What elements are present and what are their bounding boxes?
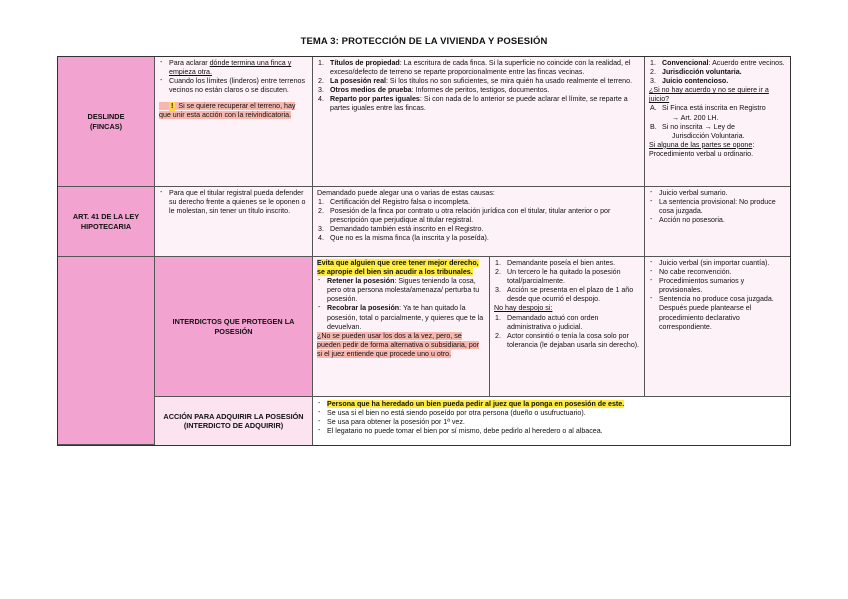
list-item: B. Si no inscrita → Ley de Jurisdicción Voluntaria. <box>650 122 745 140</box>
art41-causes <box>313 187 645 257</box>
interdictos-procedure <box>645 257 790 397</box>
deslinde-sublabel: (FINCAS) <box>89 121 123 131</box>
art41-purpose <box>155 187 313 257</box>
list-item: - Sentencia no produce cosa juzgada. Después puede plantearse el procedimiento declarativo correspondiente. <box>649 295 786 331</box>
list-item: A. Si Finca está inscrita en Registro → Art. 200 LH. <box>650 104 766 122</box>
list-item: - Recobrar la posesión: Ya te han quitado la posesión, total o parcialmente, y quieres que te la devuelvan. <box>317 304 485 331</box>
interdictos-label: INTERDICTOS QUE PROTEGEN LA POSESIÓN <box>172 317 295 336</box>
list-item: - Persona que ha heredado un bien pueda pedir al juez que la ponga en posesión de este. <box>317 400 786 409</box>
interdictos-types <box>313 257 490 397</box>
list-item: 4. Que no es la misma finca (la inscrita y la poseída). <box>318 234 489 243</box>
list-item: - Juicio verbal sumario. <box>649 189 786 198</box>
alternative-note: ¿No se pueden usar los dos a la vez, pero, se pueden pedir de forma alternativa o subsidiaria, por si el juez entiende que procede uno u otro. <box>317 331 480 358</box>
list-item: 2. Posesión de la finca por contrato u otra relación jurídica con el titular, titular anterior o por prescripción que perjudique al titular registral. <box>318 207 611 225</box>
row-label-interdictos <box>155 257 313 397</box>
no-despojo-heading: No hay despojo si: <box>494 304 553 313</box>
list-item: 3. Demandado también está inscrito en el Registro. <box>318 225 484 234</box>
underlined-text: dónde termina una finca y empieza otra. <box>169 59 292 77</box>
opposition-note: Si alguna de las partes se opone: Procedimiento verbal u ordinario. <box>649 140 755 158</box>
list-item: - Cuando los límites (linderos) entre terrenos vecinos no están claros o se discuten. <box>159 77 308 95</box>
list-item: 3. Juicio contencioso. <box>650 77 729 86</box>
causes-intro: Demandado puede alegar una o varias de estas causas: <box>317 189 495 197</box>
warning-note <box>159 102 308 120</box>
list-item: - Procedimientos sumarios y provisionales. <box>649 277 786 295</box>
list-item: 2. Actor consintió o tenía la cosa solo por tolerancia (le dejaban usarla sin derecho). <box>495 331 640 349</box>
art41-procedure <box>645 187 790 257</box>
list-item: - Retener la posesión: Sigues teniendo la cosa, pero otra persona molesta/amenaza/ perturba tu posesión. <box>317 277 485 304</box>
list-item: 3. Otros medios de prueba: Informes de peritos, testigos, documentos. <box>318 86 550 95</box>
list-item: 2. Jurisdicción voluntaria. <box>650 68 742 77</box>
list-item: - La sentencia provisional: No produce cosa juzgada. <box>649 198 786 216</box>
row-label-posesion-block <box>58 257 155 445</box>
list-item: 3. Acción se presenta en el plazo de 1 año desde que ocurrió el despojo. <box>495 286 634 304</box>
list-item: - No cabe reconvención. <box>649 268 786 277</box>
row-label-deslinde <box>58 57 155 187</box>
list-item: 2. La posesión real: Si los títulos no son suficientes, se mira quién ha usado realmente el terreno. <box>318 77 633 86</box>
list-item: 1. Certificación del Registro falsa o incompleta. <box>318 198 470 207</box>
interdictos-requirements <box>490 257 645 397</box>
deslinde-procedure <box>645 57 790 187</box>
adquirir-description <box>313 397 790 445</box>
deslinde-purpose <box>155 57 313 187</box>
list-item: 1. Convencional: Acuerdo entre vecinos. <box>650 59 785 67</box>
row-label-art41 <box>58 187 155 257</box>
summary-table <box>57 56 791 446</box>
warning-text: Si se quiere recuperar el terreno, hay que unir esta acción con la reivindicatoria. <box>159 102 296 120</box>
list-item: - Juicio verbal (sin importar cuantía). <box>649 259 786 268</box>
art41-label: ART. 41 DE LA LEY HIPOTECARIA <box>72 212 140 231</box>
list-item: - Para que el titular registral pueda defender su derecho frente a quienes se le oponen o le molestan, sin tener un título inscrito. <box>159 189 308 216</box>
list-item: - Acción no posesoria. <box>649 216 786 225</box>
adquirir-label: ACCIÓN PARA ADQUIRIR LA POSESIÓN <box>163 411 304 421</box>
list-item: - Se usa si el bien no está siendo poseído por otra persona (dueño o usufructuario). <box>317 409 786 418</box>
highlight-text: Evita que alguien que cree tener mejor derecho, se apropie del bien sin acudir a los tribunales. <box>317 259 479 277</box>
adquirir-sublabel: (INTERDICTO DE ADQUIRIR) <box>183 421 284 430</box>
list-item: - Se usa para obtener la posesión por 1ª vez. <box>317 418 786 427</box>
list-item: 1. Demandado actuó con orden administrativa o judicial. <box>495 313 599 331</box>
list-item: - Para aclarar dónde termina una finca y empieza otra. <box>159 59 308 77</box>
deslinde-label: DESLINDE <box>87 112 125 121</box>
warning-icon: ! <box>171 102 174 111</box>
question-text: ¿Si no hay acuerdo y no se quiere ir a juicio? <box>649 86 769 104</box>
list-item: 1. Títulos de propiedad: La escritura de cada finca. Si la superficie no coincide con la realidad, el exceso/defecto de terreno se reparte proporcionalmente entre las fincas vecinas. <box>318 59 631 77</box>
page-title: TEMA 3: PROTECCIÓN DE LA VIVIENDA Y POSESIÓN <box>300 36 548 47</box>
list-item: - El legatario no puede tomar el bien por sí mismo, debe pedirlo al heredero o al albacea. <box>317 427 786 436</box>
list-item: 2. Un tercero le ha quitado la posesión total/parcialmente. <box>495 268 621 286</box>
deslinde-criteria <box>313 57 645 187</box>
row-label-adquirir <box>155 397 313 445</box>
list-item: 1. Demandante poseía el bien antes. <box>495 259 616 267</box>
list-item: 4. Reparto por partes iguales: Si con nada de lo anterior se puede aclarar el límite, se reparte a partes iguales entre las fincas. <box>318 95 628 113</box>
